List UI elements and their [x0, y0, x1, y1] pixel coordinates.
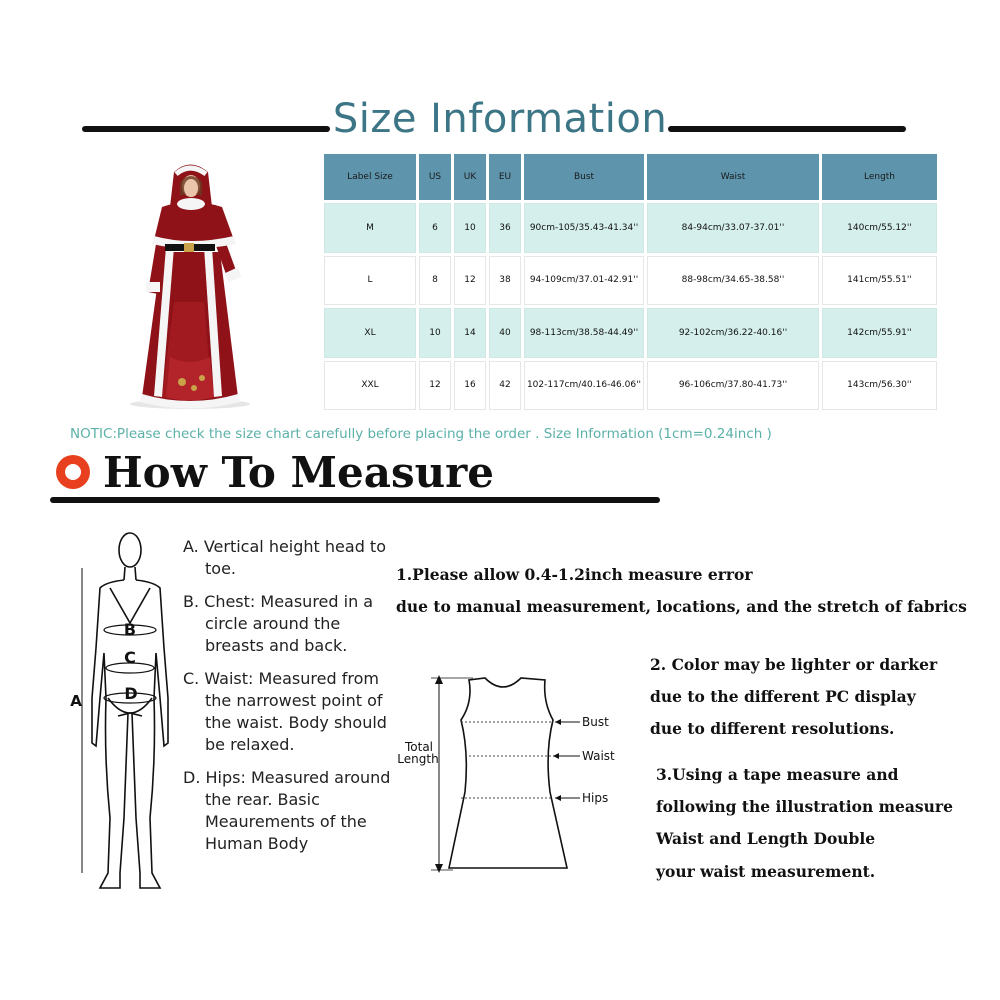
- note-1-line-2: due to manual measurement, locations, and the stretch of fabrics: [396, 597, 967, 616]
- header-uk: UK: [454, 154, 486, 200]
- table-row: [324, 361, 937, 411]
- cell-uk: 16: [454, 361, 486, 411]
- body-label-d: D: [124, 684, 138, 703]
- dress-label-hips: Hips: [582, 791, 609, 805]
- body-label-a: A: [70, 692, 82, 710]
- cell-length: 142cm/55.91'': [822, 308, 937, 358]
- cell-eu: 42: [489, 361, 521, 411]
- table-row: [324, 203, 937, 253]
- header-length: Length: [822, 154, 937, 200]
- cell-uk: 12: [454, 256, 486, 306]
- cell-label-size: L: [324, 256, 416, 306]
- header-eu: EU: [489, 154, 521, 200]
- cell-waist: 96-106cm/37.80-41.73'': [647, 361, 819, 411]
- title-rule-right: [668, 126, 906, 132]
- note-3-line-2: following the illustration measure: [656, 797, 953, 816]
- header-label-size: Label Size: [324, 154, 416, 200]
- cell-bust: 98-113cm/38.58-44.49'': [524, 308, 644, 358]
- total-length-label-2: Length: [397, 752, 439, 766]
- cell-length: 140cm/55.12'': [822, 203, 937, 253]
- cell-us: 10: [419, 308, 451, 358]
- cell-eu: 40: [489, 308, 521, 358]
- cell-label-size: XL: [324, 308, 416, 358]
- title-rule-left: [82, 126, 330, 132]
- table-row: [324, 256, 937, 306]
- cell-bust: 90cm-105/35.43-41.34'': [524, 203, 644, 253]
- header-us: US: [419, 154, 451, 200]
- cell-eu: 38: [489, 256, 521, 306]
- cell-uk: 10: [454, 203, 486, 253]
- measure-b-text: B. Chest: Measured in a circle around the breasts and back.: [183, 592, 374, 655]
- note-3-line-1: 3.Using a tape measure and: [656, 765, 899, 784]
- cell-waist: 92-102cm/36.22-40.16'': [647, 308, 819, 358]
- note-1-line-1: 1.Please allow 0.4-1.2inch measure error: [396, 565, 753, 584]
- how-to-measure-rule: [50, 497, 660, 503]
- how-to-measure-title: How To Measure: [103, 448, 495, 497]
- cell-us: 12: [419, 361, 451, 411]
- measure-c-text: C. Waist: Measured from the narrowest point of the waist. Body should be relaxed.: [183, 669, 387, 754]
- cell-waist: 84-94cm/33.07-37.01'': [647, 203, 819, 253]
- cell-length: 143cm/56.30'': [822, 361, 937, 411]
- cell-uk: 14: [454, 308, 486, 358]
- product-photo: [62, 152, 320, 414]
- note-2-line-2: due to the different PC display: [650, 687, 916, 706]
- note-3-line-4: your waist measurement.: [656, 862, 876, 881]
- body-outline-figure: [70, 528, 180, 890]
- note-3-line-3: Waist and Length Double: [656, 829, 876, 848]
- size-chart-table: [321, 151, 940, 413]
- cell-bust: 102-117cm/40.16-46.06'': [524, 361, 644, 411]
- measure-a-text: A. Vertical height head to toe.: [183, 537, 386, 578]
- table-row: [324, 308, 937, 358]
- table-header-row: [324, 154, 937, 200]
- note-2-line-3: due to different resolutions.: [650, 719, 895, 738]
- dress-measurement-diagram: [395, 672, 625, 877]
- size-information-title: Size Information: [332, 96, 668, 142]
- circle-bullet-icon: [56, 455, 90, 489]
- cell-us: 6: [419, 203, 451, 253]
- dress-label-waist: Waist: [582, 749, 615, 763]
- measure-d-text: D. Hips: Measured around the rear. Basic Meaurements of the Human Body: [183, 768, 391, 853]
- dress-label-bust: Bust: [582, 715, 609, 729]
- measurement-descriptions: [183, 536, 393, 866]
- size-notice: NOTIC:Please check the size chart carefully before placing the order . Size Information (1cm=0.24inch ): [70, 426, 772, 442]
- body-label-b: B: [123, 620, 137, 639]
- cell-bust: 94-109cm/37.01-42.91'': [524, 256, 644, 306]
- header-waist: Waist: [647, 154, 819, 200]
- cell-waist: 88-98cm/34.65-38.58'': [647, 256, 819, 306]
- header-bust: Bust: [524, 154, 644, 200]
- total-length-label-1: Total: [404, 740, 434, 754]
- body-label-c: C: [124, 648, 136, 667]
- note-2-line-1: 2. Color may be lighter or darker: [650, 655, 938, 674]
- cell-label-size: XXL: [324, 361, 416, 411]
- cell-us: 8: [419, 256, 451, 306]
- cell-label-size: M: [324, 203, 416, 253]
- cell-length: 141cm/55.51'': [822, 256, 937, 306]
- cell-eu: 36: [489, 203, 521, 253]
